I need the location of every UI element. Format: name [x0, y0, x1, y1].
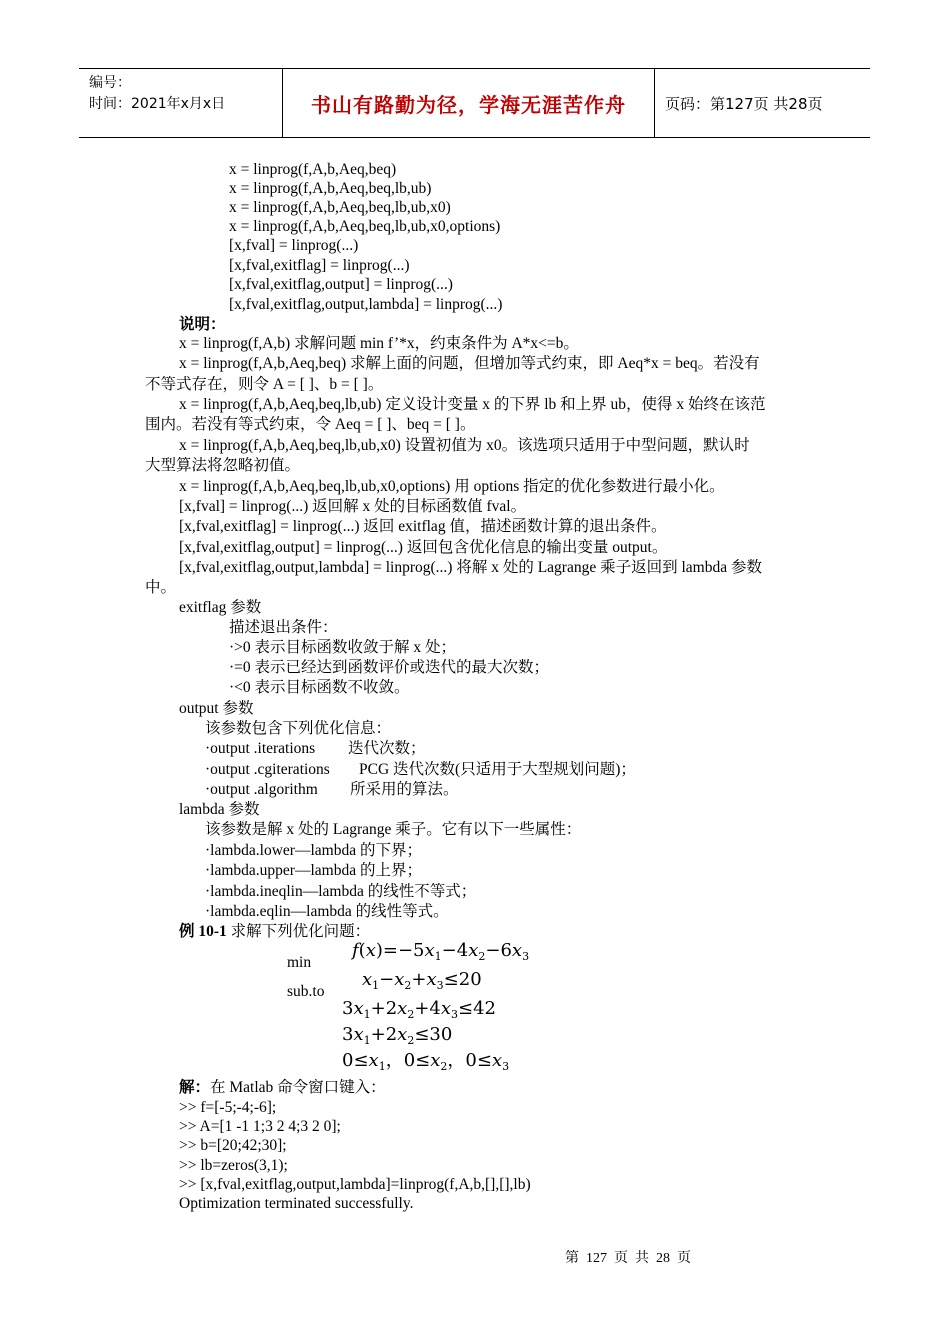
syntax-line: [x,fval] = linprog(...): [229, 237, 359, 254]
time-label: 时间：2021年x月x日: [89, 96, 226, 112]
page-footer: 第 127 页 共 28 页: [565, 1251, 691, 1266]
solution-text: 在 Matlab 命令窗口键入：: [210, 1079, 386, 1096]
lambda-item: ·lambda.lower—lambda 的下界；: [205, 842, 422, 859]
command-line: >> b=[20;42;30];: [179, 1137, 287, 1154]
constraint-2: $3x_1+2x_2+4x_3\le 42$: [342, 998, 497, 1021]
min-label: min: [287, 954, 312, 971]
output-field: ·output .algorithm: [205, 781, 318, 798]
solution-line: [179, 1078, 386, 1098]
explain-line: x = linprog(f,A,b,Aeq,beq) 求解上面的问题，但增加等式约束，即 Aeq*x = beq。若没有: [179, 355, 760, 372]
syntax-line: x = linprog(f,A,b,Aeq,beq,lb,ub,x0): [229, 199, 451, 216]
example-text: 求解下列优化问题：: [230, 923, 371, 940]
explain-line: x = linprog(f,A,b) 求解问题 min f’*x，约束条件为 A*x<=b。: [179, 335, 579, 352]
explain-line: 中。: [145, 579, 177, 596]
lambda-item: ·lambda.upper—lambda 的上界；: [205, 862, 422, 879]
example-label: 例 10-1: [179, 923, 227, 940]
syntax-line: [x,fval,exitflag,output,lambda] = linprog(...): [229, 296, 503, 313]
lambda-item: ·lambda.ineqlin—lambda 的线性不等式；: [205, 883, 477, 900]
objective-formula: $f(x)=-5x_1-4x_2-6x_3$: [352, 940, 530, 963]
command-line: >> A=[1 -1 1;3 2 4;3 2 0];: [179, 1118, 341, 1135]
exitflag-item: ·=0 表示已经达到函数评价或迭代的最大次数；: [229, 659, 550, 676]
explain-heading: 说明：: [179, 316, 226, 333]
command-line: Optimization terminated successfully.: [179, 1195, 414, 1212]
output-intro: 该参数包含下列优化信息：: [205, 720, 392, 737]
syntax-line: x = linprog(f,A,b,Aeq,beq,lb,ub): [229, 180, 432, 197]
number-label: 编号：: [89, 75, 131, 91]
syntax-line: [x,fval,exitflag] = linprog(...): [229, 257, 410, 274]
explain-line: [x,fval,exitflag,output,lambda] = linprog(...) 将解 x 处的 Lagrange 乘子返回到 lambda 参数: [179, 559, 762, 576]
explain-line: 围内。若没有等式约束，令 Aeq = [ ]、beq = [ ]。: [145, 416, 476, 433]
constraint-4: $0\le x_1$，$0\le x_2$，$0\le x_3$: [342, 1050, 510, 1073]
solution-label: 解：: [179, 1079, 211, 1096]
output-field: ·output .cgiterations: [205, 761, 330, 778]
constraint-1: $x_1-x_2+x_3\le 20$: [362, 969, 482, 992]
exitflag-intro: 描述退出条件：: [229, 619, 338, 636]
page-info: 页码：第127页 共28页: [665, 94, 823, 113]
command-line: >> [x,fval,exitflag,output,lambda]=linprog(f,A,b,[],[],lb): [179, 1176, 531, 1193]
lambda-item: ·lambda.eqlin—lambda 的线性等式。: [205, 903, 449, 920]
syntax-line: x = linprog(f,A,b,Aeq,beq): [229, 161, 397, 178]
motto: 书山有路勤为径，学海无涯苦作舟: [282, 69, 655, 137]
output-desc: 所采用的算法。: [350, 781, 459, 798]
subto-label: sub.to: [287, 983, 325, 1000]
exitflag-item: ·<0 表示目标函数不收敛。: [229, 679, 410, 696]
command-line: >> lb=zeros(3,1);: [179, 1157, 288, 1174]
explain-line: 大型算法将忽略初值。: [145, 457, 301, 474]
explain-line: x = linprog(f,A,b,Aeq,beq,lb,ub) 定义设计变量 x 的下界 lb 和上界 ub，使得 x 始终在该范: [179, 396, 766, 413]
syntax-line: x = linprog(f,A,b,Aeq,beq,lb,ub,x0,options): [229, 218, 501, 235]
page-header: [79, 68, 870, 138]
explain-line: x = linprog(f,A,b,Aeq,beq,lb,ub,x0) 设置初值为 x0。该选项只适用于中型问题，默认时: [179, 437, 750, 454]
output-desc: 迭代次数；: [348, 740, 426, 757]
example-line: [179, 922, 370, 942]
lambda-title: lambda 参数: [179, 801, 260, 818]
exitflag-item: ·>0 表示目标函数收敛于解 x 处；: [229, 639, 457, 656]
explain-line: 不等式存在，则令 A = [ ]、b = [ ]。: [145, 376, 384, 393]
output-field: ·output .iterations: [205, 740, 316, 757]
header-left: [79, 69, 282, 137]
syntax-line: [x,fval,exitflag,output] = linprog(...): [229, 276, 453, 293]
exitflag-title: exitflag 参数: [179, 599, 262, 616]
explain-line: [x,fval] = linprog(...) 返回解 x 处的目标函数值 fval。: [179, 498, 527, 515]
constraint-3: $3x_1+2x_2\le 30$: [342, 1024, 453, 1047]
lambda-intro: 该参数是解 x 处的 Lagrange 乘子。它有以下一些属性：: [205, 821, 582, 838]
command-line: >> f=[-5;-4;-6];: [179, 1099, 277, 1116]
output-desc: PCG 迭代次数(只适用于大型规划问题)；: [359, 761, 636, 778]
explain-line: x = linprog(f,A,b,Aeq,beq,lb,ub,x0,options) 用 options 指定的优化参数进行最小化。: [179, 478, 725, 495]
explain-line: [x,fval,exitflag] = linprog(...) 返回 exitflag 值，描述函数计算的退出条件。: [179, 518, 667, 535]
explain-line: [x,fval,exitflag,output] = linprog(...) 返回包含优化信息的输出变量 output。: [179, 539, 668, 556]
output-title: output 参数: [179, 700, 254, 717]
